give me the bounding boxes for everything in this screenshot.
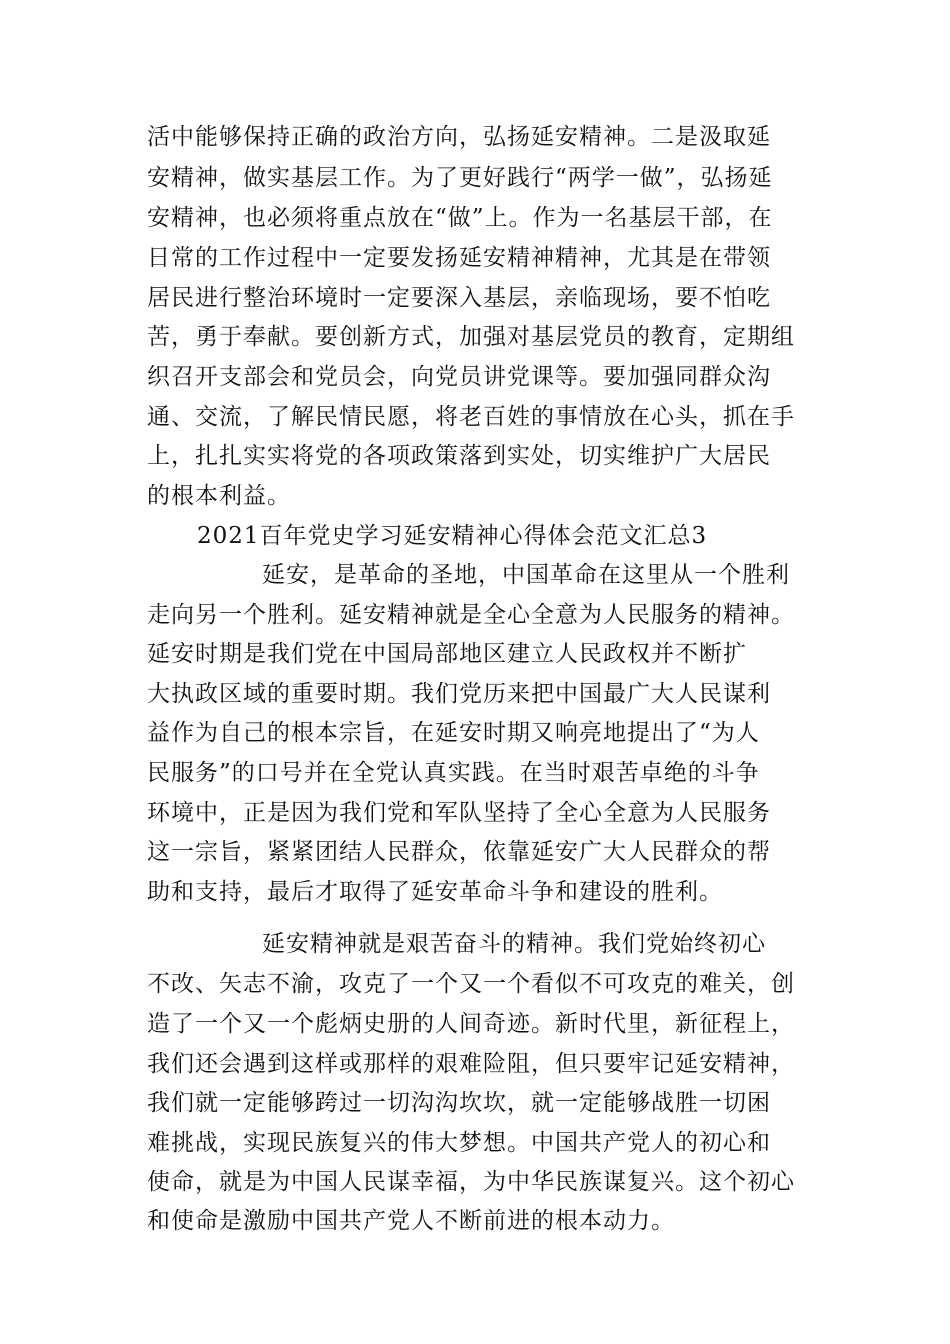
paragraph-line: 不改、矢志不渝，攻克了一个又一个看似不可攻克的难关，创 [147,971,795,997]
paragraph-line: 这一宗旨，紧紧团结人民群众，依靠延安广大人民群众的帮 [147,839,771,865]
paragraph-line: 益作为自己的根本宗旨，在延安时期又响亮地提出了“为人 [147,720,760,746]
paragraph-line: 苦，勇于奉献。要创新方式，加强对基层党员的教育，定期组 [147,324,795,350]
paragraph-line: 难挑战，实现民族复兴的伟大梦想。中国共产党人的初心和 [147,1130,771,1156]
paragraph-line: 延安，是革命的圣地，中国革命在这里从一个胜利 [262,562,790,588]
paragraph-line: 延安精神就是艰苦奋斗的精神。我们党始终初心 [262,931,766,957]
paragraph-line: 延安时期是我们党在中国局部地区建立人民政权并不断扩 [147,641,747,667]
paragraph-line: 造了一个又一个彪炳史册的人间奇迹。新时代里，新征程上， [147,1011,795,1037]
paragraph-line: 日常的工作过程中一定要发扬延安精神精神，尤其是在带领 [147,245,771,271]
paragraph-line: 民服务”的口号并在全党认真实践。在当时艰苦卓绝的斗争 [147,760,760,786]
paragraph-line: 环境中，正是因为我们党和军队坚持了全心全意为人民服务 [147,800,771,826]
paragraph-line: 我们就一定能够跨过一切沟沟坎坎，就一定能够战胜一切困 [147,1090,771,1116]
section-heading: 2021百年党史学习延安精神心得体会范文汇总3 [197,523,708,549]
paragraph-line: 我们还会遇到这样或那样的艰难险阻，但只要牢记延安精神， [147,1051,795,1077]
paragraph-line: 安精神，也必须将重点放在“做”上。作为一名基层干部，在 [147,205,773,231]
paragraph-line: 活中能够保持正确的政治方向，弘扬延安精神。二是汲取延 [147,124,771,150]
paragraph-line: 和使命是激励中国共产党人不断前进的根本动力。 [147,1208,675,1234]
paragraph-line: 居民进行整治环境时一定要深入基层，亲临现场，要不怕吃 [147,285,771,311]
paragraph-line: 上，扎扎实实将党的各项政策落到实处，切实维护广大居民 [147,443,771,469]
paragraph-line: 大执政区域的重要时期。我们党历来把中国最广大人民谋利 [147,681,771,707]
paragraph-line: 走向另一个胜利。延安精神就是全心全意为人民服务的精神。 [147,602,795,628]
paragraph-line: 助和支持，最后才取得了延安革命斗争和建设的胜利。 [147,879,723,905]
paragraph-line: 织召开支部会和党员会，向党员讲党课等。要加强同群众沟 [147,364,771,390]
paragraph-line: 安精神，做实基层工作。为了更好践行“两学一做”，弘扬延 [147,165,773,191]
paragraph-line: 通、交流，了解民情民愿，将老百姓的事情放在心头，抓在手 [147,404,795,430]
paragraph-line: 使命，就是为中国人民谋幸福，为中华民族谋复兴。这个初心 [147,1169,795,1195]
paragraph-line: 的根本利益。 [147,483,291,509]
